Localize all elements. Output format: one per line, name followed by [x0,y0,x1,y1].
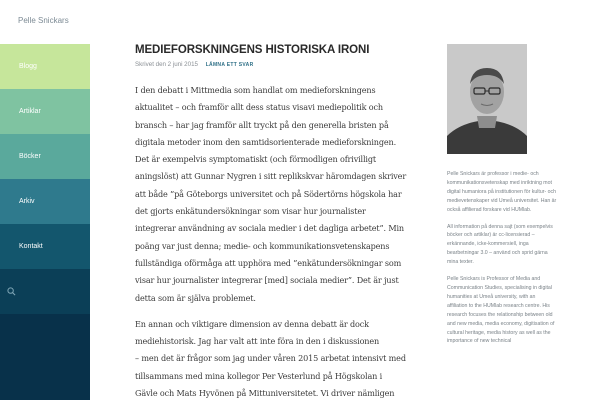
bio-paragraph-en: Pelle Snickars is Professor of Media and Communication Studies, specialising in digital humanities at Umeå university, with an affiliation to the HUMlab research centre. His research focuses the relationship between old and new media, media economy, digitisation of cultural heritage, media history as well as the importance of new technical [447,276,555,345]
post-content [135,44,407,400]
post-body [135,82,407,400]
text-line: Gävle och Mats Hyvönen på Mittuniversitetet. Vi driver nämligen [135,388,395,399]
nav-filler [0,314,90,400]
search-icon [7,287,16,296]
text-line: bransch – har jag framför allt tryckt på den generella bristen på [135,119,389,130]
text-line: En annan och viktigare dimension av denna debatt är dock [135,318,369,329]
text-line: Det är exempelvis symptomatiskt (och förmodligen ofrivilligt [135,154,377,165]
author-photo [447,44,527,154]
nav-item-blogg[interactable]: Blogg [0,44,90,89]
text-line: – men det är frågor som jag under våren 2015 arbetat intensivt med [135,353,406,364]
search-button[interactable] [0,269,90,314]
post-title[interactable]: MEDIEFORSKNINGENS HISTORISKA IRONI [135,44,370,56]
text-line: I den debatt i Mittmedia som handlat om medieforskningens [135,85,376,95]
text-line: digitala metoder inom den samtidsorienterade medieforskningen. [135,136,397,147]
text-line: integrerar användning av sociala medier i det dagliga arbetet”. Min [135,223,404,234]
text-line: poäng var just denna; medie- och kommunikationsvetenskapens [135,240,390,251]
text-line: detta som är själva problemet. [135,292,256,303]
text-line: tillsammans med mina kollegor Per Vesterlund på Högskolan i [135,370,383,381]
post-date[interactable]: Skrivet den 2 juni 2015 [135,61,198,68]
paragraph-1 [135,82,407,307]
bio-paragraph-sv: Pelle Snickars är professor i medie- och kommunikationsvetenskap med inriktning mot digital humaniora på institutionen för kultur- och medievetenskaper vid Umeå universitet. Han är också affilierad forskare vid HUMlab. [447,171,557,213]
text-line: aningslöst) att Gunnar Nygren i sitt replikskvar häromdagen skriver [135,171,407,182]
text-line: visar hur journalister integrerar [med] sociala medier”. Det är just [135,275,399,286]
nav-item-arkiv[interactable]: Arkiv [0,179,90,224]
text-line: fullständiga oförmåga att upphöra med ”enkätundersökningar som [135,257,402,268]
author-portrait-image [447,44,527,154]
post-meta [135,61,397,68]
author-bio [447,170,557,346]
nav-item-kontakt[interactable]: Kontakt [0,224,90,269]
nav-item-bocker[interactable]: Böcker [0,134,90,179]
bio-paragraph-license: All information på denna sajt (som exempelvis böcker och artiklar) är cc-licensierad – erkännande, icke-kommersiell, inga bearbetningar 3.0 – använd och sprid gärna mina texter. [447,223,553,266]
nav-item-artiklar[interactable]: Artiklar [0,89,90,134]
site-title[interactable]: Pelle Snickars [18,16,69,25]
text-line: mediehistorisk. Jag har valt att inte föra in den i diskussionen [135,336,380,347]
sidebar-nav [0,44,90,400]
text-line: aktualitet – och framför allt dess status visavi mediepolitik och [135,102,383,113]
paragraph-2 [135,316,406,400]
reply-link[interactable]: LÄMNA ETT SVAR [205,62,254,68]
text-line: det gjorts enkätundersökningar som visar hur journalister [135,206,366,217]
text-line: att både ”på Göteborgs universitet och på Södertörns högskola har [135,188,402,199]
